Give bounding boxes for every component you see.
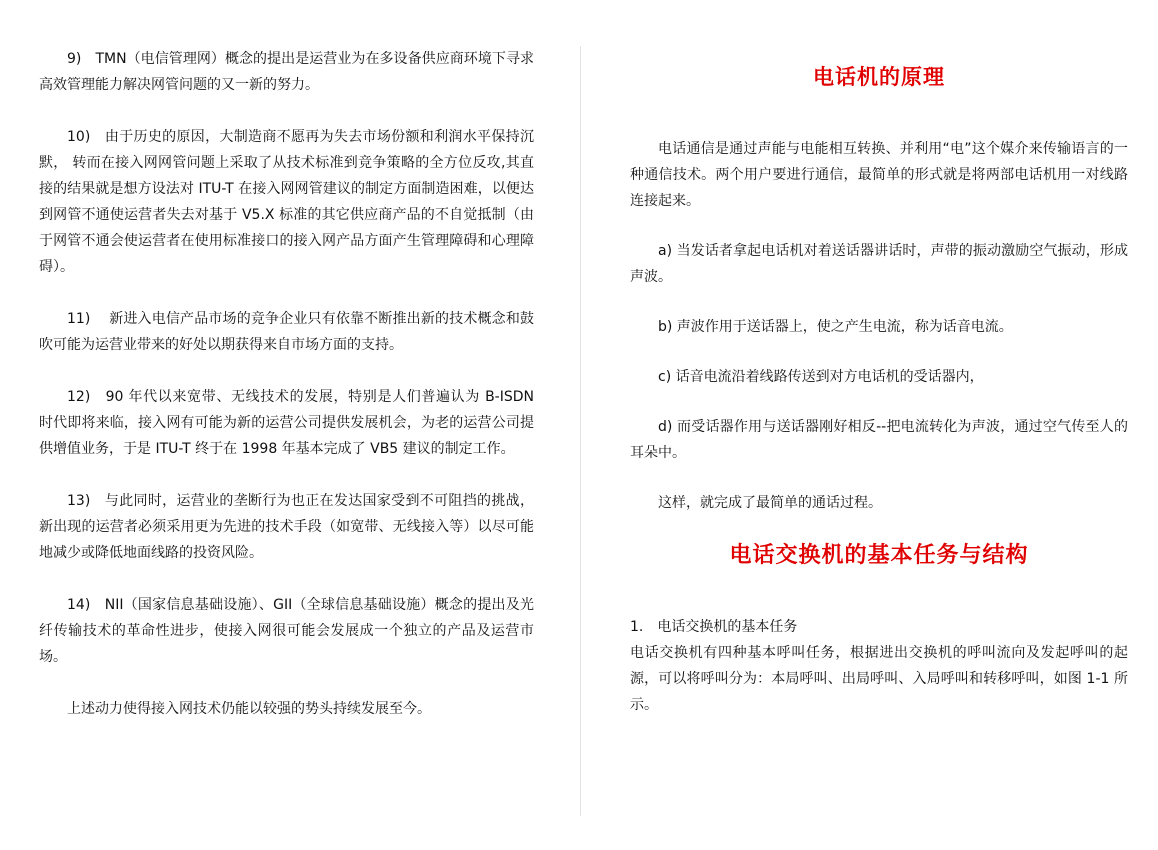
heading-telephone-principle: 电话机的原理 [813,64,945,89]
right-page [581,0,1158,850]
paragraph-11: 11) 新进入电信产品市场的竞争企业只有依靠不断推出新的技术概念和鼓吹可能为运营业带来的好处以期获得来自市场方面的支持。 [39,311,534,353]
paragraph-12: 12) 90 年代以来宽带、无线技术的发展，特别是人们普遍认为 B-ISDN 时代即将来临，接入网有可能为新的运营公司提供发展机会，为老的运营公司提供增值业务，于是 ITU-T 终于在 1998 年基本完成了 VB5 建议的制定工作。 [39,389,534,457]
paragraph-step-c: c) 话音电流沿着线路传送到对方电话机的受话器内， [658,369,984,385]
paragraph-step-d: d) 而受话器作用与送话器刚好相反--把电流转化为声波，通过空气传至人的耳朵中。 [630,419,1128,461]
paragraph-summary: 上述动力使得接入网技术仍能以较强的势头持续发展至今。 [67,701,431,717]
subheading-basic-tasks: 1. 电话交换机的基本任务 [630,619,798,635]
paragraph-step-b: b) 声波作用于送话器上，使之产生电流，称为话音电流。 [658,319,1013,335]
paragraph-call-types: 电话交换机有四种基本呼叫任务，根据进出交换机的呼叫流向及发起呼叫的起源，可以将呼叫分为：本局呼叫、出局呼叫、入局呼叫和转移呼叫，如图 1-1 所示。 [630,645,1128,713]
paragraph-conclusion: 这样，就完成了最简单的通话过程。 [658,495,882,511]
heading-switch-tasks-structure: 电话交换机的基本任务与结构 [729,542,1029,568]
paragraph-intro: 电话通信是通过声能与电能相互转换、并利用“电”这个媒介来传输语言的一种通信技术。两个用户要进行通信，最简单的形式就是将两部电话机用一对线路连接起来。 [630,141,1128,209]
paragraph-10: 10) 由于历史的原因，大制造商不愿再为失去市场份额和利润水平保持沉默， 转而在接入网网管问题上采取了从技术标准到竞争策略的全方位反攻,其直接的结果就是想方设法对 ITU-T 在接入网网管建议的制定方面制造困难，以便达到网管不通使运营者失去对基于 V5.X 标准的其它供应商产品的不自觉抵制（由于网管不通会使运营者在使用标准接口的接入网产品方面产生管理障碍和心理障碍）。 [39,129,534,275]
paragraph-13: 13) 与此同时，运营业的垄断行为也正在发达国家受到不可阻挡的挑战， 新出现的运营者必须采用更为先进的技术手段（如宽带、无线接入等）以尽可能地减少或降低地面线路的投资风险。 [39,493,534,561]
paragraph-9: 9) TMN（电信管理网）概念的提出是运营业为在多设备供应商环境下寻求高效管理能力解决网管问题的又一新的努力。 [39,51,534,93]
paragraph-14: 14) NII（国家信息基础设施）、GII（全球信息基础设施）概念的提出及光纤传输技术的革命性进步，使接入网很可能会发展成一个独立的产品及运营市场。 [39,597,534,665]
paragraph-step-a: a) 当发话者拿起电话机对着送话器讲话时，声带的振动激励空气振动，形成声波。 [630,243,1128,285]
